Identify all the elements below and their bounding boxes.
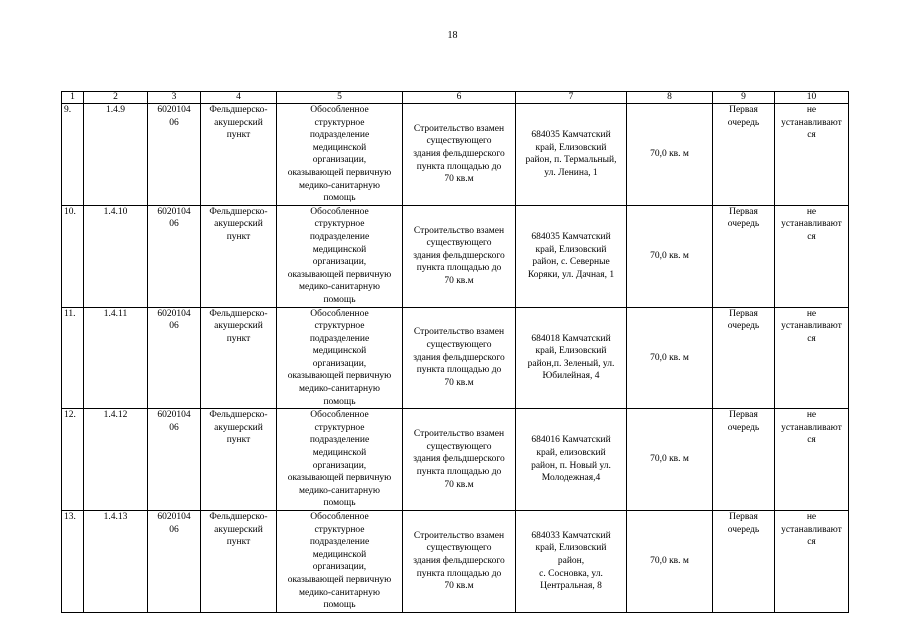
object-description: Обособленное структурное подразделение медицинской организации, оказывающей первичную медико-санитарную помощь [277,409,403,511]
column-header: 4 [201,92,277,104]
construction-priority: Первая очередь [713,205,775,307]
page-number: 18 [447,30,458,41]
column-header: 5 [277,92,403,104]
classifier-code: 6020104 06 [148,205,201,307]
object-description: Обособленное структурное подразделение медицинской организации, оказывающей первичную медико-санитарную помощь [277,205,403,307]
table-row [62,307,849,409]
column-header: 1 [62,92,84,104]
object-area: 70,0 кв. м [627,511,713,613]
classifier-code: 6020104 06 [148,511,201,613]
table-row [62,409,849,511]
column-header: 3 [148,92,201,104]
row-code: 1.4.11 [84,307,148,409]
planned-action: Строительство взамен существующего здания фельдшерского пункта площадью до 70 кв.м [403,205,516,307]
object-address: 684018 Камчатский край, Елизовский район,п. Зеленый, ул. Юбилейная, 4 [516,307,627,409]
column-header: 6 [403,92,516,104]
table-header-row [62,92,849,104]
column-header: 2 [84,92,148,104]
construction-priority: Первая очередь [713,511,775,613]
row-number: 9. [62,104,84,206]
protection-zone: не устанавливают ся [775,104,849,206]
object-type: Фельдшерско- акушерский пункт [201,409,277,511]
row-number: 12. [62,409,84,511]
row-number: 13. [62,511,84,613]
object-type: Фельдшерско- акушерский пункт [201,307,277,409]
construction-priority: Первая очередь [713,104,775,206]
table-row [62,205,849,307]
protection-zone: не устанавливают ся [775,307,849,409]
object-description: Обособленное структурное подразделение медицинской организации, оказывающей первичную медико-санитарную помощь [277,307,403,409]
construction-priority: Первая очередь [713,409,775,511]
planned-action: Строительство взамен существующего здания фельдшерского пункта площадью до 70 кв.м [403,511,516,613]
protection-zone: не устанавливают ся [775,205,849,307]
column-header: 9 [713,92,775,104]
planned-action: Строительство взамен существующего здания фельдшерского пункта площадью до 70 кв.м [403,104,516,206]
row-number: 11. [62,307,84,409]
row-code: 1.4.10 [84,205,148,307]
object-area: 70,0 кв. м [627,409,713,511]
object-address: 684033 Камчатский край, Елизовский район, с. Сосновка, ул. Центральная, 8 [516,511,627,613]
row-code: 1.4.12 [84,409,148,511]
object-area: 70,0 кв. м [627,205,713,307]
object-description: Обособленное структурное подразделение медицинской организации, оказывающей первичную медико-санитарную помощь [277,511,403,613]
row-code: 1.4.13 [84,511,148,613]
classifier-code: 6020104 06 [148,104,201,206]
column-header: 8 [627,92,713,104]
object-address: 684016 Камчатский край, елизовский район, п. Новый ул. Молодежная,4 [516,409,627,511]
object-area: 70,0 кв. м [627,104,713,206]
object-area: 70,0 кв. м [627,307,713,409]
construction-priority: Первая очередь [713,307,775,409]
object-type: Фельдшерско- акушерский пункт [201,104,277,206]
document-table [61,91,849,613]
object-description: Обособленное структурное подразделение медицинской организации, оказывающей первичную медико-санитарную помощь [277,104,403,206]
object-address: 684035 Камчатский край, Елизовский район, п. Термальный, ул. Ленина, 1 [516,104,627,206]
classifier-code: 6020104 06 [148,409,201,511]
planned-action: Строительство взамен существующего здания фельдшерского пункта площадью до 70 кв.м [403,409,516,511]
protection-zone: не устанавливают ся [775,409,849,511]
column-header: 7 [516,92,627,104]
object-address: 684035 Камчатский край, Елизовский район, с. Северные Коряки, ул. Дачная, 1 [516,205,627,307]
planned-action: Строительство взамен существующего здания фельдшерского пункта площадью до 70 кв.м [403,307,516,409]
table-row [62,104,849,206]
column-header: 10 [775,92,849,104]
row-code: 1.4.9 [84,104,148,206]
classifier-code: 6020104 06 [148,307,201,409]
table-row [62,511,849,613]
object-type: Фельдшерско- акушерский пункт [201,205,277,307]
row-number: 10. [62,205,84,307]
protection-zone: не устанавливают ся [775,511,849,613]
object-type: Фельдшерско- акушерский пункт [201,511,277,613]
